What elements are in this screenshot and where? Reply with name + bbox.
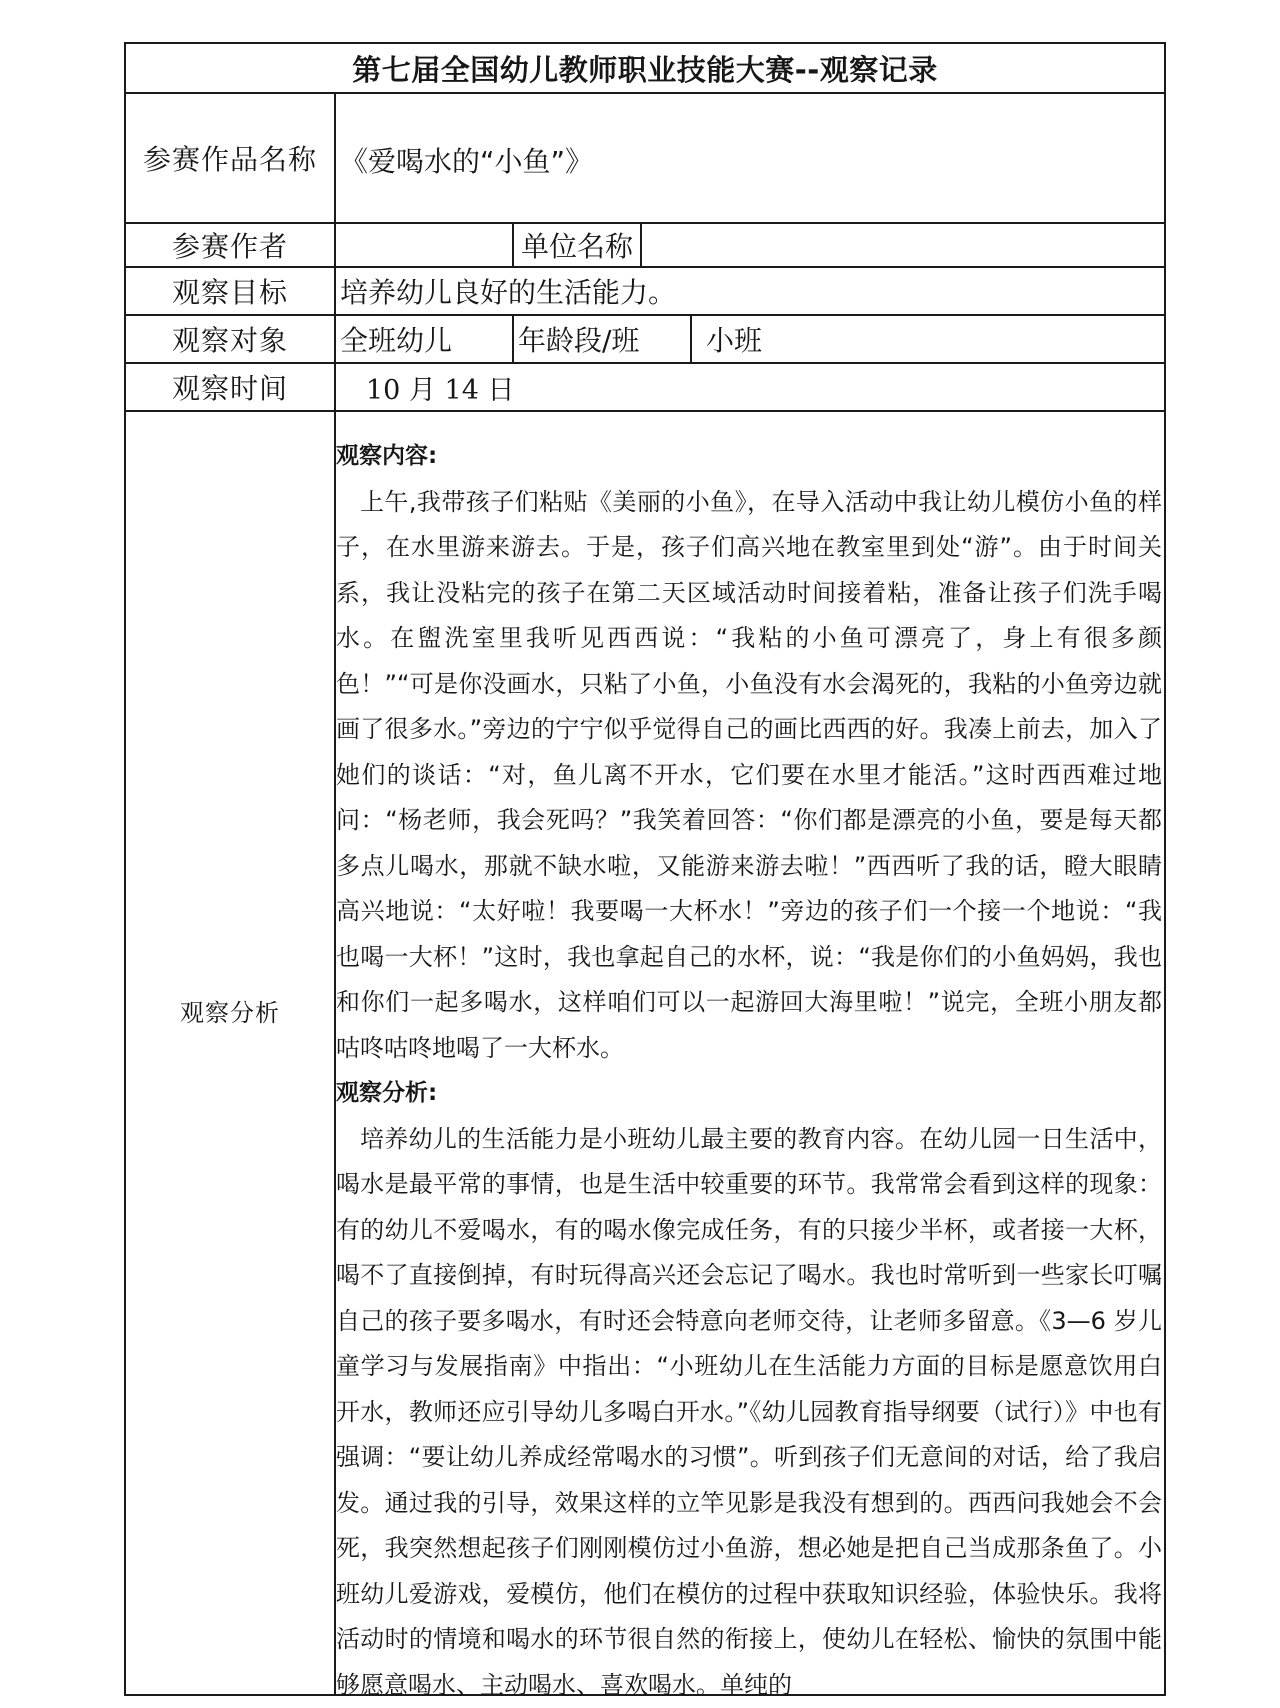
work-name-value: 《爱喝水的“小鱼”》 [336,94,1162,222]
divider [512,224,514,266]
observation-record-table [124,42,1166,1696]
work-name-label: 参赛作品名称 [126,94,334,222]
unit-label: 单位名称 [514,224,640,266]
target-label: 观察对象 [126,316,334,362]
content-paragraph: 上午,我带孩子们粘贴《美丽的小鱼》，在导入活动中我让幼儿模仿小鱼的样子，在水里游来游去。于是，孩子们高兴地在教室里到处“游”。由于时间关系，我让没粘完的孩子在第二天区域活动时间接着粘，准备让孩子们洗手喝水。在盥洗室里我听见西西说：“我粘的小鱼可漂亮了，身上有很多颜色！”“可是你没画水，只粘了小鱼，小鱼没有水会渴死的，我粘的小鱼旁边就画了很多水。”旁边的宁宁似乎觉得自己的画比西西的好。我凑上前去，加入了她们的谈话：“对，鱼儿离不开水，它们要在水里才能活。”这时西西难过地问：“杨老师，我会死吗？”我笑着回答：“你们都是漂亮的小鱼，要是每天都多点儿喝水，那就不缺水啦，又能游来游去啦！”西西听了我的话，瞪大眼睛高兴地说：“太好啦！我要喝一大杯水！”旁边的孩子们一个接一个地说：“我也喝一大杯！”这时，我也拿起自己的水杯，说：“我是你们的小鱼妈妈，我也和你们一起多喝水，这样咱们可以一起游回大海里啦！”说完，全班小朋友都咕咚咕咚地喝了一大杯水。 [336,480,1162,1072]
analysis-label: 观察分析 [126,412,334,1696]
author-label: 参赛作者 [126,224,334,266]
divider [690,316,692,362]
goal-value: 培养幼儿良好的生活能力。 [336,268,1162,314]
age-value: 小班 [692,316,1162,362]
content-heading: 观察内容: [336,434,1162,480]
target-value: 全班幼儿 [336,316,512,362]
time-label: 观察时间 [126,364,334,410]
time-value: 10 月 14 日 [336,364,1162,410]
observation-content [336,434,1162,1708]
author-value [336,224,512,266]
divider [640,224,642,266]
analysis-paragraph: 培养幼儿的生活能力是小班幼儿最主要的教育内容。在幼儿园一日生活中，喝水是最平常的事情，也是生活中较重要的环节。我常常会看到这样的现象：有的幼儿不爱喝水，有的喝水像完成任务，有的只接少半杯，或者接一大杯，喝不了直接倒掉，有时玩得高兴还会忘记了喝水。我也时常听到一些家长叮嘱自己的孩子要多喝水，有时还会特意向老师交待，让老师多留意。《3—6 岁儿童学习与发展指南》中指出：“小班幼儿在生活能力方面的目标是愿意饮用白开水，教师还应引导幼儿多喝白开水。”《幼儿园教育指导纲要（试行）》中也有强调：“要让幼儿养成经常喝水的习惯”。听到孩子们无意间的对话，给了我启发。通过我的引导，效果这样的立竿见影是我没有想到的。西西问我她会不会死，我突然想起孩子们刚刚模仿过小鱼游，想必她是把自己当成那条鱼了。小班幼儿爱游戏，爱模仿，他们在模仿的过程中获取知识经验，体验快乐。我将活动时的情境和喝水的环节很自然的衔接上，使幼儿在轻松、愉快的氛围中能够愿意喝水、主动喝水、喜欢喝水。单纯的 [336,1117,1162,1708]
divider [512,316,514,362]
goal-label: 观察目标 [126,268,334,314]
analysis-heading: 观察分析: [336,1071,1162,1117]
record-title: 第七届全国幼儿教师职业技能大赛--观察记录 [126,44,1164,92]
unit-value [642,224,1162,266]
age-label: 年龄段/班 [514,316,690,362]
